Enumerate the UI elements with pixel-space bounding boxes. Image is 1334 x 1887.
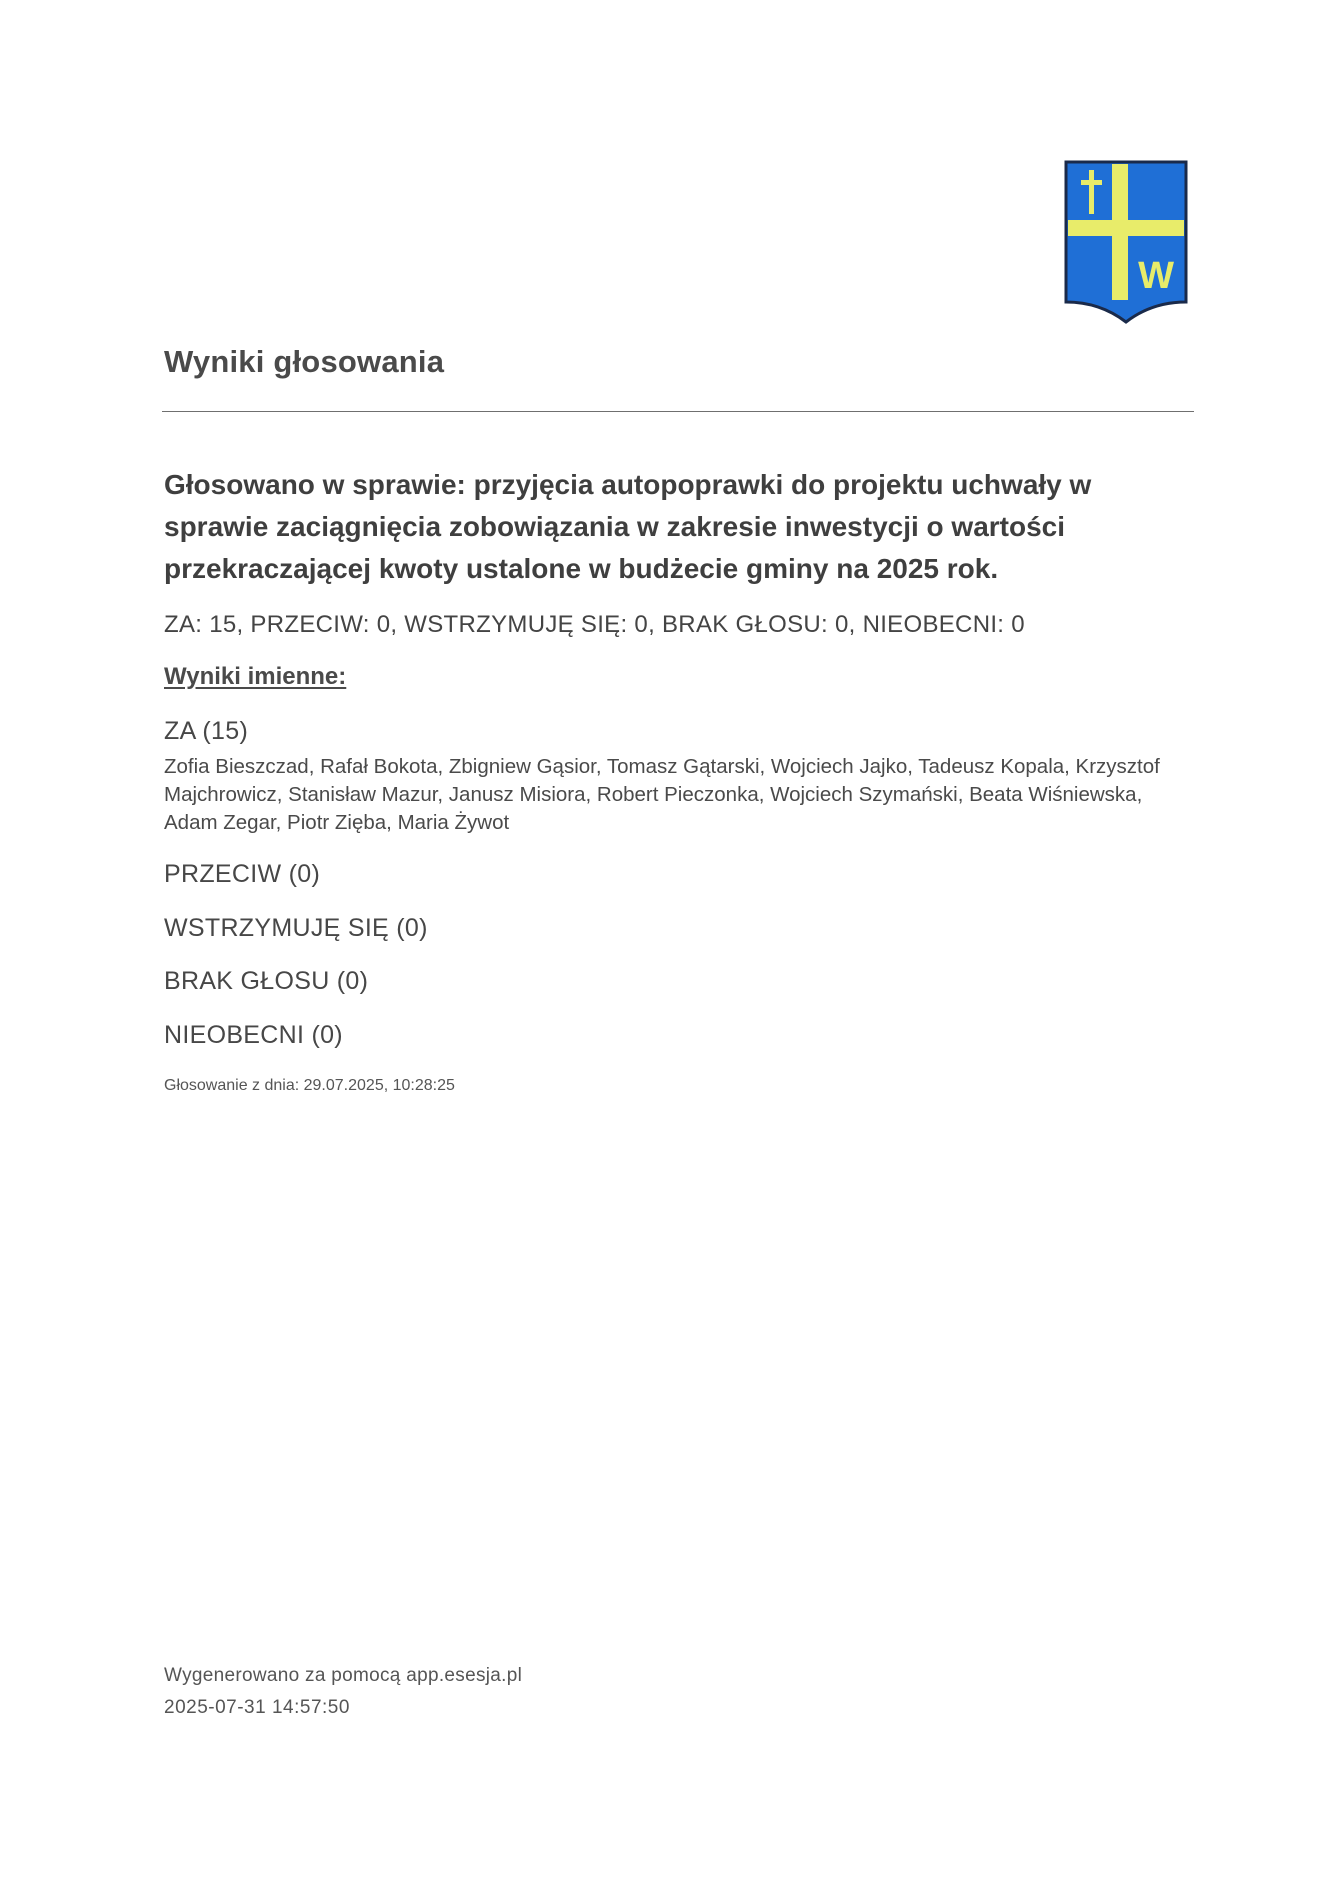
vote-subject: Głosowano w sprawie: przyjęcia autopoprawki do projektu uchwały w sprawie zaciągnięcia zobowiązania w zakresie inwestycji o wartości przekraczającej kwoty ustalone w budżecie gminy na 2025 rok. xyxy=(164,469,1092,584)
footer-timestamp: 2025-07-31 14:57:50 xyxy=(164,1697,350,1718)
group-for-label: ZA (15) xyxy=(164,717,249,745)
crest-cross-horizontal xyxy=(1068,220,1184,236)
crest-letter-w: W xyxy=(1138,255,1174,297)
coat-of-arms-logo xyxy=(1064,160,1188,324)
footer-generated-by: Wygenerowano za pomocą app.esesja.pl xyxy=(164,1665,523,1686)
title-divider xyxy=(162,411,1194,412)
vote-summary: ZA: 15, PRZECIW: 0, WSTRZYMUJĘ SIĘ: 0, BRAK GŁOSU: 0, NIEOBECNI: 0 xyxy=(164,611,1025,638)
group-for-names: Zofia Bieszczad, Rafał Bokota, Zbigniew Gąsior, Tomasz Gątarski, Wojciech Jajko, Tadeusz Kopala, Krzysztof Majchrowicz, Stanisław Mazur, Janusz Misiora, Robert Pieczonka, Wojciech Szymański, Beata Wiśniewska, Adam Zegar, Piotr Zięba, Maria Żywot xyxy=(164,755,1160,834)
vote-date: Głosowanie z dnia: 29.07.2025, 10:28:25 xyxy=(164,1077,455,1094)
group-abstain-label: WSTRZYMUJĘ SIĘ (0) xyxy=(164,914,428,942)
group-no-vote-label: BRAK GŁOSU (0) xyxy=(164,967,369,995)
group-absent-label: NIEOBECNI (0) xyxy=(164,1021,343,1049)
page-title: Wyniki głosowania xyxy=(164,344,445,379)
group-against-label: PRZECIW (0) xyxy=(164,860,321,888)
named-results-heading: Wyniki imienne: xyxy=(164,663,347,690)
